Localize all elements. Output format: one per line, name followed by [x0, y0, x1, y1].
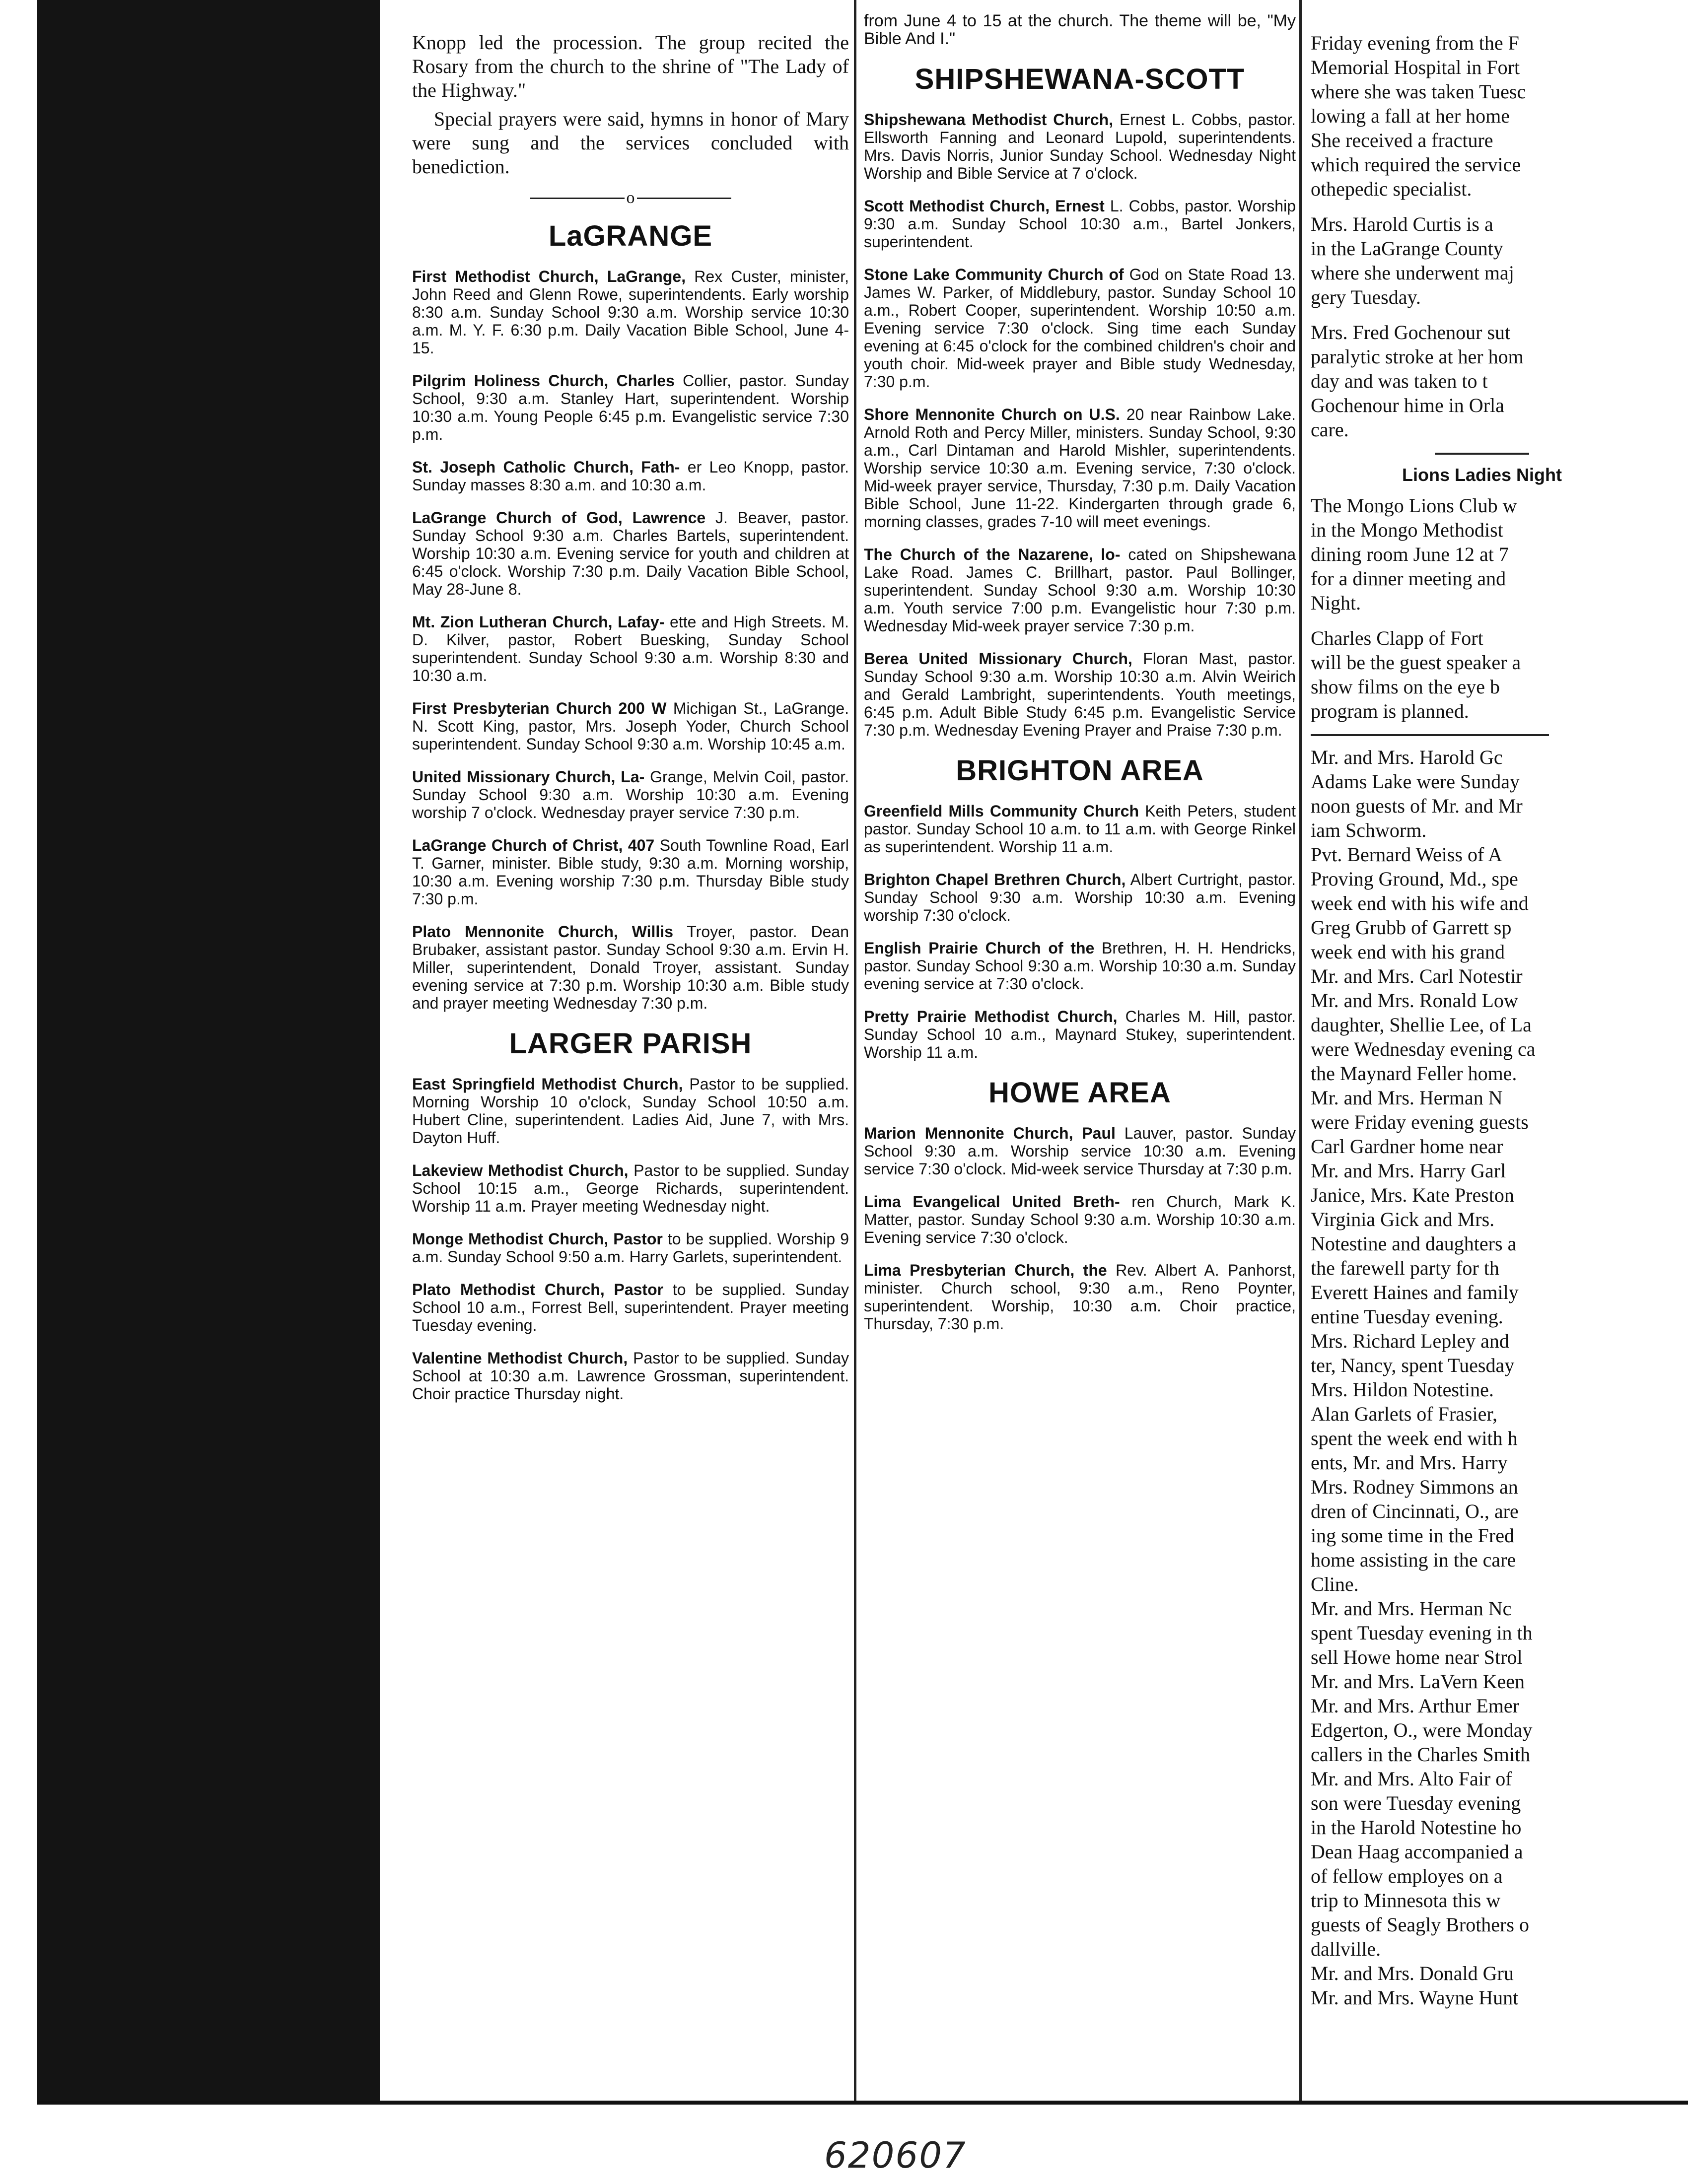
- church-details: cated on Shipshewana Lake Road. James C. Brillhart, pastor. Paul Bollinger, superintendent. Sunday School 9:30 a.m. Worship 10:30 a.m. Youth service 7:00 p.m. Evangelistic hour 7:30 p.m. Wednesday Mid-week prayer service 7:30 p.m.: [864, 546, 1296, 635]
- news-line: Charles Clapp of Fort: [1311, 627, 1483, 649]
- section-divider: o: [412, 189, 849, 207]
- column-rule: [1299, 0, 1302, 2101]
- church-listing: [412, 1161, 849, 1215]
- news-line: Memorial Hospital in Fort: [1311, 56, 1520, 78]
- church-details: Pastor to be supplied. Sunday School 10:15 a.m., George Richards, superintendent. Worship 11 a.m. Prayer meeting Wednesday night.: [412, 1161, 849, 1215]
- church-name: Pilgrim Holiness Church, Charles: [412, 372, 675, 390]
- church-listing: [864, 266, 1296, 391]
- column-mongo-news: [1311, 0, 1653, 2021]
- section-heading-brighton: BRIGHTON AREA: [956, 754, 1204, 787]
- news-line: Everett Haines and family: [1311, 1281, 1519, 1303]
- church-listing: [412, 268, 849, 357]
- church-listing: [412, 613, 849, 684]
- church-name: Mt. Zion Lutheran Church, Lafay-: [412, 613, 665, 631]
- news-item-lions-club: [1311, 493, 1653, 615]
- news-line: Greg Grubb of Garrett sp: [1311, 916, 1512, 939]
- news-line: Notestine and daughters a: [1311, 1232, 1517, 1255]
- intro-paragraph: Special prayers were said, hymns in honor of Mary were sung and the services concluded with benediction.: [412, 108, 849, 178]
- church-details: ette and High Streets. M. D. Kilver, pastor, Robert Buesking, Sunday School superintendent. Sunday School 9:30 a.m. Worship 8:30 and 10:30 a.m.: [412, 613, 849, 684]
- news-line: ing some time in the Fred: [1311, 1524, 1514, 1547]
- church-listing: [864, 871, 1296, 924]
- news-line: home assisting in the care: [1311, 1549, 1516, 1571]
- news-line: Friday evening from the F: [1311, 32, 1519, 54]
- church-details: Pastor to be supplied. Morning Worship 10 o'clock, Sunday School 10:50 a.m. Hubert Cline, superintendent. Ladies Aid, June 7, with Mrs. Dayton Huff.: [412, 1075, 849, 1147]
- church-name: St. Joseph Catholic Church, Fath-: [412, 458, 680, 476]
- news-line: callers in the Charles Smith: [1311, 1743, 1531, 1766]
- shipshewana-church-list: [864, 111, 1296, 739]
- church-name: Brighton Chapel Brethren Church,: [864, 871, 1126, 888]
- news-line: Mr. and Mrs. Harry Garl: [1311, 1160, 1506, 1182]
- news-line: Mr. and Mrs. Harold Gc: [1311, 746, 1503, 768]
- church-listing: [412, 699, 849, 753]
- news-line: Mr. and Mrs. Donald Gru: [1311, 1962, 1514, 1984]
- church-details: Collier, pastor. Sunday School, 9:30 a.m. Stanley Hart, superintendent. Worship 10:30 a.m. Young People 6:45 p.m. Evangelistic service 7:30 p.m.: [412, 372, 849, 443]
- church-name: Stone Lake Community Church of: [864, 266, 1124, 283]
- church-listing: [412, 768, 849, 821]
- news-line: paralytic stroke at her hom: [1311, 345, 1524, 368]
- news-line: which required the service: [1311, 153, 1521, 176]
- news-line: of fellow employes on a: [1311, 1865, 1503, 1887]
- news-line: Mr. and Mrs. Alto Fair of: [1311, 1768, 1512, 1790]
- news-line: Dean Haag accompanied a: [1311, 1841, 1523, 1863]
- section-heading-larger-parish: LARGER PARISH: [509, 1027, 752, 1060]
- church-listing: [864, 650, 1296, 739]
- church-details: 20 near Rainbow Lake. Arnold Roth and Percy Miller, ministers. Sunday School, 9:30 a.m., Carl Dintaman and Harold Mishler, superintendents. Worship service 10:30 a.m. Evening service, 7:30 o'clock. Mid-week prayer service, Thursday, 7:30 p.m. Daily Vacation Bible School, June 11-22. Kindergarten through grade 6, morning classes, grades 7-10 will meet evenings.: [864, 406, 1296, 531]
- church-details: Troyer, pastor. Dean Brubaker, assistant pastor. Sunday School 9:30 a.m. Ervin H. Miller, superintendent, Donald Troyer, assistant. Sunday evening service at 7:30 p.m. Worship 10:30 a.m. Bible study and prayer meeting Wednesday 7:30 p.m.: [412, 923, 849, 1012]
- news-line: for a dinner meeting and: [1311, 567, 1506, 590]
- church-listing: [412, 1281, 849, 1334]
- section-divider: [1435, 453, 1529, 455]
- church-name: United Missionary Church, La-: [412, 768, 645, 786]
- news-line: Mr. and Mrs. Herman N: [1311, 1087, 1503, 1109]
- church-details: to be supplied. Sunday School 10 a.m., Forrest Bell, superintendent. Prayer meeting Tuesday evening.: [412, 1281, 849, 1334]
- church-name: Lima Evangelical United Breth-: [864, 1193, 1120, 1211]
- church-name: Lima Presbyterian Church, the: [864, 1261, 1107, 1279]
- church-name: Lakeview Methodist Church,: [412, 1161, 629, 1179]
- church-listing: [412, 372, 849, 443]
- church-details: J. Beaver, pastor. Sunday School 9:30 a.m. Charles Bartels, superintendent. Worship 10:30 a.m. Evening service for youth and children at 6:45 o'clock. Worship 7:30 p.m. Daily Vacation Bible School, May 28-June 8.: [412, 509, 849, 598]
- news-line: Mrs. Fred Gochenour sut: [1311, 321, 1511, 343]
- church-name: Plato Methodist Church, Pastor: [412, 1281, 664, 1298]
- news-line: The Mongo Lions Club w: [1311, 494, 1517, 517]
- news-line: Gochenour hime in Orla: [1311, 394, 1504, 416]
- news-line: Mrs. Rodney Simmons an: [1311, 1476, 1518, 1498]
- church-details: to be supplied. Worship 9 a.m. Sunday School 9:50 a.m. Harry Garlets, superintendent.: [412, 1230, 849, 1266]
- section-heading-shipshewana: SHIPSHEWANA-SCOTT: [914, 63, 1245, 95]
- news-line: trip to Minnesota this w: [1311, 1889, 1501, 1911]
- news-line: spent Tuesday evening in th: [1311, 1622, 1533, 1644]
- church-name: Greenfield Mills Community Church: [864, 802, 1139, 820]
- church-listing: [412, 458, 849, 494]
- church-name: First Methodist Church, LaGrange,: [412, 268, 686, 285]
- church-details: Lauver, pastor. Sunday School 9:30 a.m. Worship service 10:30 a.m. Evening service 7:30 o'clock. Mid-week service Thursday at 7:30 p.m.: [864, 1124, 1296, 1178]
- church-listing: [864, 1124, 1296, 1178]
- news-line: were Wednesday evening ca: [1311, 1038, 1536, 1060]
- church-listing: [864, 406, 1296, 531]
- church-details: God on State Road 13. James W. Parker, of Middlebury, pastor. Sunday School 10 a.m., Robert Cooper, superintendent. Worship 10:50 a.m. Evening service 7:30 o'clock. Sing time each Sunday evening at 6:45 o'clock for the combined children's choir and youth choir. Mid-week prayer and Bible study Wednesday, 7:30 p.m.: [864, 266, 1296, 391]
- news-line: dining room June 12 at 7: [1311, 543, 1509, 565]
- news-line: Pvt. Bernard Weiss of A: [1311, 843, 1503, 866]
- brighton-church-list: [864, 802, 1296, 1061]
- scan-margin-bar: [37, 0, 380, 2101]
- church-name: East Springfield Methodist Church,: [412, 1075, 683, 1093]
- news-line: the farewell party for th: [1311, 1257, 1499, 1279]
- church-details: Charles M. Hill, pastor. Sunday School 10 a.m., Maynard Stukey, superintendent. Worship 11 a.m.: [864, 1008, 1296, 1061]
- news-line: entine Tuesday evening.: [1311, 1305, 1503, 1328]
- intro-paragraph: from June 4 to 15 at the church. The theme will be, "My Bible And I.": [864, 11, 1296, 48]
- news-line: gery Tuesday.: [1311, 286, 1421, 308]
- church-listing: [864, 1008, 1296, 1061]
- page-bottom-border: [37, 2101, 1688, 2105]
- news-line: week end with his wife and: [1311, 892, 1529, 914]
- news-line: lowing a fall at her home: [1311, 105, 1510, 127]
- church-details: South Townline Road, Earl T. Garner, minister. Bible study, 9:30 a.m. Morning worship, 10:30 a.m. Evening worship 7:30 p.m. Thursday Bible study 7:30 p.m.: [412, 836, 849, 908]
- church-listing: [864, 939, 1296, 993]
- section-divider: [1311, 734, 1549, 736]
- news-line: Cline.: [1311, 1573, 1359, 1595]
- social-notes: [1311, 745, 1653, 2010]
- news-item-guest-speaker: [1311, 626, 1653, 723]
- church-listing: [864, 197, 1296, 251]
- news-line: week end with his grand: [1311, 941, 1505, 963]
- church-name: First Presbyterian Church 200 W: [412, 699, 667, 717]
- news-line: in the Mongo Methodist: [1311, 519, 1503, 541]
- news-line: guests of Seagly Brothers o: [1311, 1913, 1529, 1936]
- news-item-stroke: [1311, 320, 1653, 442]
- intro-paragraph: Knopp led the procession. The group recited the Rosary from the church to the shrine of "The Lady of the Highway.": [412, 31, 849, 101]
- lagrange-church-list: [412, 268, 849, 1012]
- church-details: Brethren, H. H. Hendricks, pastor. Sunday School 9:30 a.m. Worship 10:30 a.m. Sunday evening service at 7:30 o'clock.: [864, 939, 1296, 993]
- church-listing: [864, 802, 1296, 856]
- church-name: Plato Mennonite Church, Willis: [412, 923, 674, 941]
- news-line: the Maynard Feller home.: [1311, 1062, 1517, 1085]
- news-line: were Friday evening guests: [1311, 1111, 1529, 1133]
- church-listing: [864, 546, 1296, 635]
- larger-parish-church-list: [412, 1075, 849, 1403]
- news-line: othepedic specialist.: [1311, 178, 1472, 200]
- news-item-hospital: [1311, 31, 1653, 201]
- howe-church-list: [864, 1124, 1296, 1333]
- news-line: Virginia Gick and Mrs.: [1311, 1208, 1495, 1230]
- news-line: Alan Garlets of Frasier,: [1311, 1403, 1498, 1425]
- news-line: Carl Gardner home near: [1311, 1135, 1503, 1158]
- news-line: Mr. and Mrs. Carl Notestir: [1311, 965, 1523, 987]
- column-lagrange: [412, 0, 849, 1418]
- church-details: Pastor to be supplied. Sunday School at 10:30 a.m. Lawrence Grossman, superintendent. Choir practice Thursday night.: [412, 1349, 849, 1403]
- church-name: LaGrange Church of God, Lawrence: [412, 509, 706, 527]
- news-line: dren of Cincinnati, O., are: [1311, 1500, 1519, 1522]
- news-line: son were Tuesday evening: [1311, 1792, 1521, 1814]
- lions-ladies-night-heading: Lions Ladies Night: [1402, 465, 1562, 485]
- church-name: English Prairie Church of the: [864, 939, 1095, 957]
- news-line: will be the guest speaker a: [1311, 651, 1521, 674]
- news-line: daughter, Shellie Lee, of La: [1311, 1014, 1532, 1036]
- news-line: Janice, Mrs. Kate Preston: [1311, 1184, 1514, 1206]
- news-line: Mr. and Mrs. Wayne Hunt: [1311, 1986, 1519, 2009]
- news-line: where she was taken Tuesc: [1311, 80, 1526, 103]
- column-shipshewana-brighton-howe: [864, 0, 1296, 1348]
- news-line: Mr. and Mrs. Ronald Low: [1311, 989, 1518, 1012]
- church-details: Rex Custer, minister, John Reed and Glenn Rowe, superintendents. Early worship 8:30 a.m. Sunday School 9:30 a.m. Worship service 10:30 a.m. M. Y. F. 6:30 p.m. Daily Vacation Bible School, June 4-15.: [412, 268, 849, 357]
- church-name: Marion Mennonite Church, Paul: [864, 1124, 1116, 1142]
- church-details: er Leo Knopp, pastor. Sunday masses 8:30 a.m. and 10:30 a.m.: [412, 458, 849, 494]
- church-name: Shipshewana Methodist Church,: [864, 111, 1114, 129]
- church-name: Shore Mennonite Church on U.S.: [864, 406, 1120, 423]
- news-line: where she underwent maj: [1311, 262, 1514, 284]
- news-line: care.: [1311, 418, 1349, 441]
- church-listing: [412, 1075, 849, 1147]
- news-line: Adams Lake were Sunday: [1311, 770, 1520, 793]
- news-line: Night.: [1311, 592, 1361, 614]
- church-name: Scott Methodist Church, Ernest: [864, 197, 1105, 215]
- news-line: iam Schworm.: [1311, 819, 1427, 841]
- church-name: Pretty Prairie Methodist Church,: [864, 1008, 1118, 1025]
- news-line: Edgerton, O., were Monday: [1311, 1719, 1533, 1741]
- church-listing: [412, 1349, 849, 1403]
- news-line: Mrs. Harold Curtis is a: [1311, 213, 1493, 235]
- church-name: LaGrange Church of Christ, 407: [412, 836, 655, 854]
- news-line: sell Howe home near Strol: [1311, 1646, 1523, 1668]
- section-heading-lagrange: LaGRANGE: [548, 220, 713, 252]
- church-listing: [864, 1261, 1296, 1333]
- news-line: dallville.: [1311, 1938, 1381, 1960]
- news-line: She received a fracture: [1311, 129, 1493, 151]
- news-line: Proving Ground, Md., spe: [1311, 868, 1518, 890]
- church-name: Monge Methodist Church, Pastor: [412, 1230, 663, 1248]
- news-line: day and was taken to t: [1311, 370, 1488, 392]
- church-listing: [412, 1230, 849, 1266]
- church-listing: [412, 509, 849, 598]
- news-item-surgery: [1311, 212, 1653, 309]
- church-details: L. Cobbs, pastor. Worship 9:30 a.m. Sunday School 10:30 a.m., Bartel Jonkers, superintendent.: [864, 197, 1296, 251]
- news-line: Mr. and Mrs. Arthur Emer: [1311, 1695, 1519, 1717]
- church-details: Albert Curtright, pastor. Sunday School 9:30 a.m. Worship 10:30 a.m. Evening worship 7:30 o'clock.: [864, 871, 1296, 924]
- news-line: spent the week end with h: [1311, 1427, 1518, 1449]
- news-line: Mr. and Mrs. LaVern Keen: [1311, 1670, 1525, 1693]
- church-details: Michigan St., LaGrange. N. Scott King, pastor, Mrs. Joseph Yoder, Church School superintendent. Sunday School 9:30 a.m. Worship 10:45 a.m.: [412, 699, 849, 753]
- church-details: Rev. Albert A. Panhorst, minister. Church school, 9:30 a.m., Reno Poynter, superintendent. Worship, 10:30 a.m. Choir practice, Thursday, 7:30 p.m.: [864, 1261, 1296, 1333]
- church-name: The Church of the Nazarene, lo-: [864, 546, 1121, 563]
- news-line: noon guests of Mr. and Mr: [1311, 795, 1523, 817]
- news-line: Mrs. Richard Lepley and: [1311, 1330, 1509, 1352]
- column-rule: [854, 0, 856, 2101]
- church-listing: [412, 923, 849, 1012]
- news-line: ter, Nancy, spent Tuesday: [1311, 1354, 1515, 1376]
- news-line: ents, Mr. and Mrs. Harry: [1311, 1451, 1508, 1474]
- church-details: Grange, Melvin Coil, pastor. Sunday School 9:30 a.m. Worship 10:30 a.m. Evening worship 7 o'clock. Wednesday prayer service 7:30 p.m.: [412, 768, 849, 821]
- church-details: Ernest L. Cobbs, pastor. Ellsworth Fanning and Leonard Lupold, superintendents. Mrs. Davis Norris, Junior Sunday School. Wednesday Night Worship and Bible Service at 7 o'clock.: [864, 111, 1296, 182]
- church-name: Valentine Methodist Church,: [412, 1349, 628, 1367]
- church-details: Keith Peters, student pastor. Sunday School 10 a.m. to 11 a.m. with George Rinkel as superintendent. Worship 11 a.m.: [864, 802, 1296, 856]
- church-listing: [864, 1193, 1296, 1246]
- church-name: Berea United Missionary Church,: [864, 650, 1132, 668]
- news-line: Mr. and Mrs. Herman Nc: [1311, 1597, 1512, 1620]
- news-line: Mrs. Hildon Notestine.: [1311, 1378, 1494, 1401]
- news-line: show films on the eye b: [1311, 676, 1500, 698]
- news-line: program is planned.: [1311, 700, 1469, 722]
- church-listing: [864, 111, 1296, 182]
- news-line: in the LaGrange County: [1311, 237, 1503, 260]
- church-listing: [412, 836, 849, 908]
- handwritten-date-code: 620607: [824, 2134, 967, 2176]
- news-line: in the Harold Notestine ho: [1311, 1816, 1522, 1839]
- church-details: ren Church, Mark K. Matter, pastor. Sunday School 9:30 a.m. Worship 10:30 a.m. Evening service 7:30 o'clock.: [864, 1193, 1296, 1246]
- section-heading-howe: HOWE AREA: [988, 1077, 1171, 1109]
- church-details: Floran Mast, pastor. Sunday School 9:30 a.m. Worship 10:30 a.m. Alvin Weirich and Gerald Lambright, superintendents. Youth meetings, 6:45 p.m. Adult Bible Study 6:45 p.m. Evangelistic Service 7:30 p.m. Wednesday Evening Prayer and Praise 7:30 p.m.: [864, 650, 1296, 739]
